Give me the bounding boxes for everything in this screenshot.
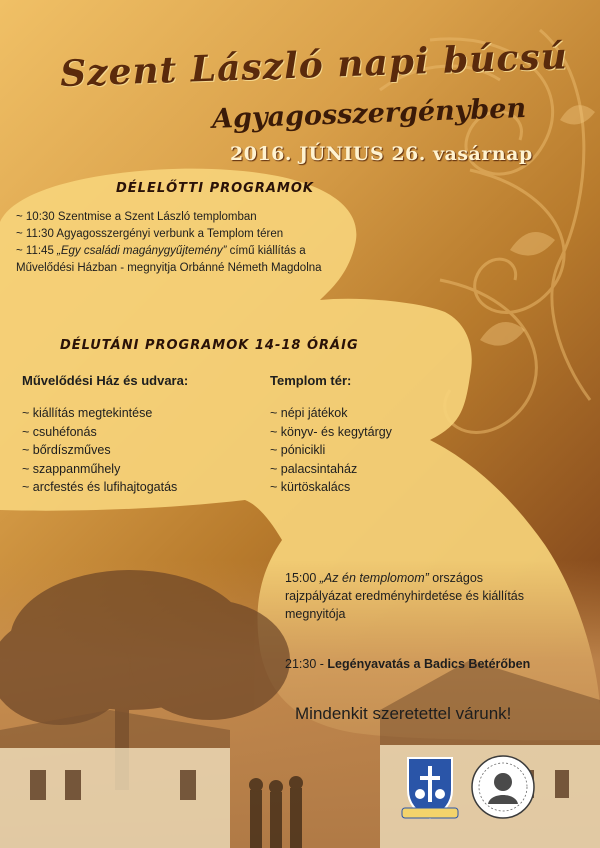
list-item: ~ kürtöskalács (270, 480, 351, 494)
list-item: ~ bőrdíszműves (22, 443, 111, 457)
contest-time: 15:00 (285, 571, 320, 585)
drawing-contest-announcement (285, 569, 585, 623)
event-location: Agyagosszergényben (211, 92, 527, 135)
contest-title: „Az én templomom” (319, 571, 429, 585)
church-square-list (270, 404, 392, 497)
closing-invitation: Mindenkit szeretettel várunk! (295, 704, 512, 723)
list-item: ~ szappanműhely (22, 461, 121, 476)
contest-text: országos (428, 571, 484, 585)
list-item: ~ palacsintaház (270, 461, 358, 476)
morning-item-time: ~ 11:45 (16, 245, 58, 257)
list-item: ~ csuhéfonás (22, 424, 97, 439)
cultural-house-list (22, 404, 177, 497)
morning-program-list (16, 209, 356, 277)
initiation-text: Legényavatás a Badics Betérőben (327, 657, 531, 671)
contest-text-line3: megnyitója (285, 607, 346, 621)
initiation-time: 21:30 - (285, 657, 328, 671)
morning-item: ~ 10:30 Szentmise a Szent László templomban (16, 211, 257, 223)
event-title: Szent László napi búcsú (59, 35, 569, 96)
contest-text-line2: rajzpályázat eredményhirdetése és kiállítás (285, 589, 525, 603)
event-date: 2016. JÚNIUS 26. vasárnap (230, 143, 533, 165)
afternoon-heading: DÉLUTÁNI PROGRAMOK 14-18 ÓRÁIG (60, 338, 359, 353)
list-item: ~ arcfestés és lufihajtogatás (22, 480, 178, 494)
cultural-house-heading: Művelődési Ház és udvara: (22, 373, 189, 388)
morning-heading: DÉLELŐTTI PROGRAMOK (116, 181, 314, 196)
village-crest-icon (400, 754, 460, 820)
list-item: ~ kiállítás megtekintése (22, 406, 153, 420)
morning-item: ~ 11:30 Agyagosszergényi verbunk a Templom téren (16, 228, 284, 240)
exhibition-title: „Egy családi magánygyűjtemény” (57, 245, 227, 257)
morning-item-continued: Művelődési Házban - megnyitja Orbánné Németh Magdolna (16, 262, 322, 274)
morning-item (16, 243, 356, 260)
church-square-heading: Templom tér: (270, 373, 352, 388)
list-item: ~ könyv- és kegytárgy (270, 424, 392, 439)
list-item: ~ népi játékok (270, 406, 348, 420)
morning-item-text: című kiállítás a (226, 245, 306, 257)
portrait-seal-icon (470, 754, 536, 820)
list-item: ~ pónicikli (270, 443, 326, 457)
lads-initiation-announcement (285, 655, 585, 673)
